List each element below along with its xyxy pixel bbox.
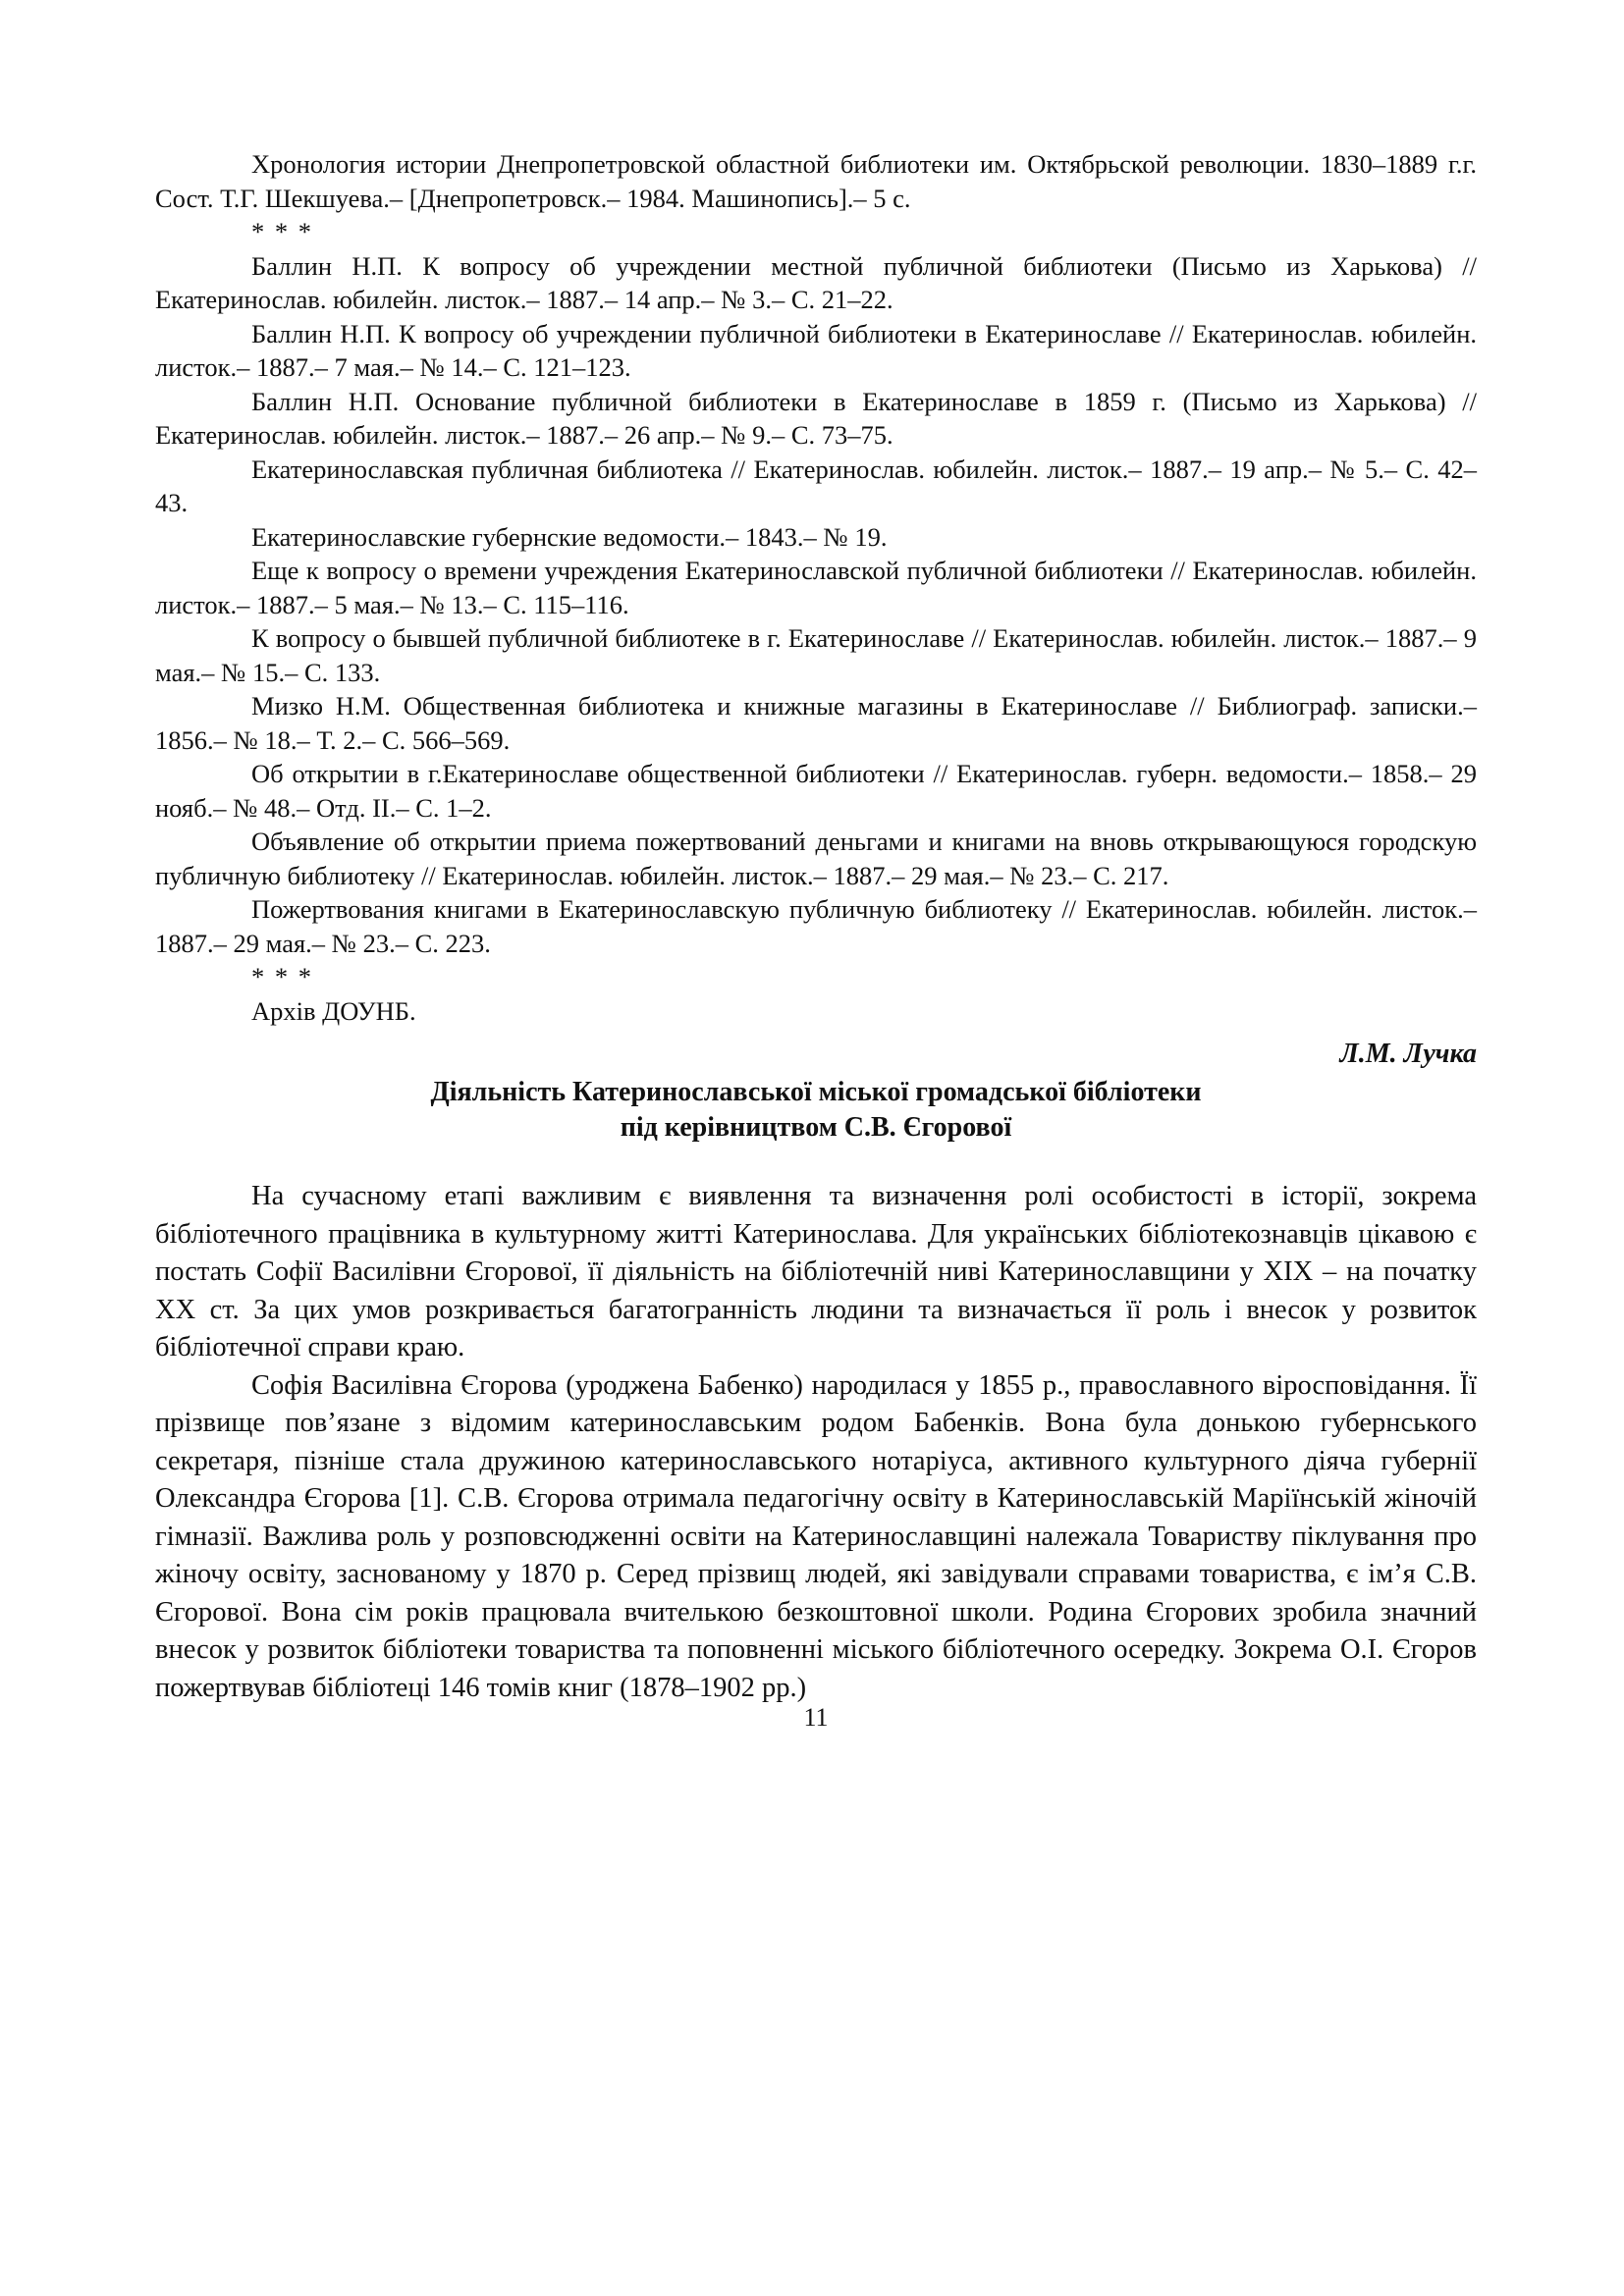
reference-item: Объявление об открытии приема пожертвований деньгами и книгами на вновь открывающуюся городскую публичную библиотеку // Екатеринослав. юбилейн. листок.– 1887.– 29 мая.– № 23.– С. 217.	[155, 827, 1477, 890]
reference-item: Екатеринославская публичная библиотека // Екатеринослав. юбилейн. листок.– 1887.– 19 апр.– № 5.– С. 42–43.	[155, 454, 1477, 517]
article-title-line-1: Діяльність Катеринославської міської громадської бібліотеки	[430, 1077, 1202, 1107]
archive-source: Архів ДОУНБ.	[251, 995, 416, 1026]
article-paragraph: На сучасному етапі важливим є виявлення та визначення ролі особистості в історії, зокрема бібліотечного працівника в культурному житті Катеринослава. Для українських бібліотекознавців цікавою є постать Софії Василівни Єгорової, її діяльність на бібліотечній ниві Катеринославщини у XIX – на початку XX ст. За цих умов розкривається багатогранність людини та визначається її роль і внесок у розвиток бібліотечної справи краю.	[155, 1181, 1477, 1362]
article-author: Л.М. Лучка	[1339, 1039, 1477, 1069]
reference-item: Об открытии в г.Екатеринославе общественной библиотеки // Екатеринослав. губерн. ведомости.– 1858.– 29 нояб.– № 48.– Отд. II.– С. 1–2.	[155, 759, 1477, 823]
section-separator: * * *	[251, 962, 313, 991]
reference-list	[155, 147, 1477, 1028]
page-number: 11	[803, 1703, 829, 1732]
document-page	[155, 147, 1477, 1732]
reference-item: Хронология истории Днепропетровской областной библиотеки им. Октябрьской революции. 1830–1889 г.г. Сост. Т.Г. Шекшуева.– [Днепропетровск.– 1984. Машинопись].– 5 с.	[155, 149, 1477, 213]
article-body	[155, 1178, 1477, 1707]
reference-item: Баллин Н.П. К вопросу об учреждении местной публичной библиотеки (Письмо из Харькова) // Екатеринослав. юбилейн. листок.– 1887.– 14 апр.– № 3.– С. 21–22.	[155, 250, 1477, 314]
reference-item: Пожертвования книгами в Екатеринославскую публичную библиотеку // Екатеринослав. юбилейн. листок.– 1887.– 29 мая.– № 23.– С. 223.	[155, 894, 1477, 958]
article-paragraph: Софія Василівна Єгорова (уроджена Бабенко) народилася у 1855 р., православного віросповідання. Її прізвище пов’язане з відомим катеринославським родом Бабенків. Вона була донькою губернського секретаря, пізніше стала дружиною катеринославського нотаріуса, активного культурного діяча губернії Олександра Єгорова [1]. С.В. Єгорова отримала педагогічну освіту в Катеринославській Маріїнській жіночій гімназії. Важлива роль у розповсюдженні освіти на Катеринославщині належала Товариству піклування про жіночу освіту, заснованому у 1870 р. Серед прізвищ людей, які завідували справами товариства, є ім’я С.В. Єгорової. Вона сім років працювала вчителькою безкоштовної школи. Родина Єгорових зробила значний внесок у розвиток бібліотеки товариства та поповненні міського бібліотечного осередку. Зокрема О.І. Єгоров пожертвував бібліотеці 146 томів книг (1878–1902 рр.)	[155, 1369, 1477, 1703]
reference-item: Екатеринославские губернские ведомости.– 1843.– № 19.	[251, 521, 888, 552]
article-title	[155, 1075, 1477, 1146]
reference-item: Мизко Н.М. Общественная библиотека и книжные магазины в Екатеринославе // Библиограф. записки.– 1856.– № 18.– Т. 2.– С. 566–569.	[155, 691, 1477, 755]
article-title-line-2: під керівництвом С.В. Єгорової	[620, 1112, 1012, 1143]
reference-item: Баллин Н.П. К вопросу об учреждении публичной библиотеки в Екатеринославе // Екатеринослав. юбилейн. листок.– 1887.– 7 мая.– № 14.– С. 121–123.	[155, 318, 1477, 382]
reference-item: Баллин Н.П. Основание публичной библиотеки в Екатеринославе в 1859 г. (Письмо из Харькова) // Екатеринослав. юбилейн. листок.– 1887.– 26 апр.– № 9.– С. 73–75.	[155, 386, 1477, 450]
section-separator: * * *	[251, 217, 313, 246]
reference-item: Еще к вопросу о времени учреждения Екатеринославской публичной библиотеки // Екатеринослав. юбилейн. листок.– 1887.– 5 мая.– № 13.– С. 115–116.	[155, 556, 1477, 619]
reference-item: К вопросу о бывшей публичной библиотеке в г. Екатеринославе // Екатеринослав. юбилейн. листок.– 1887.– 9 мая.– № 15.– С. 133.	[155, 623, 1477, 687]
